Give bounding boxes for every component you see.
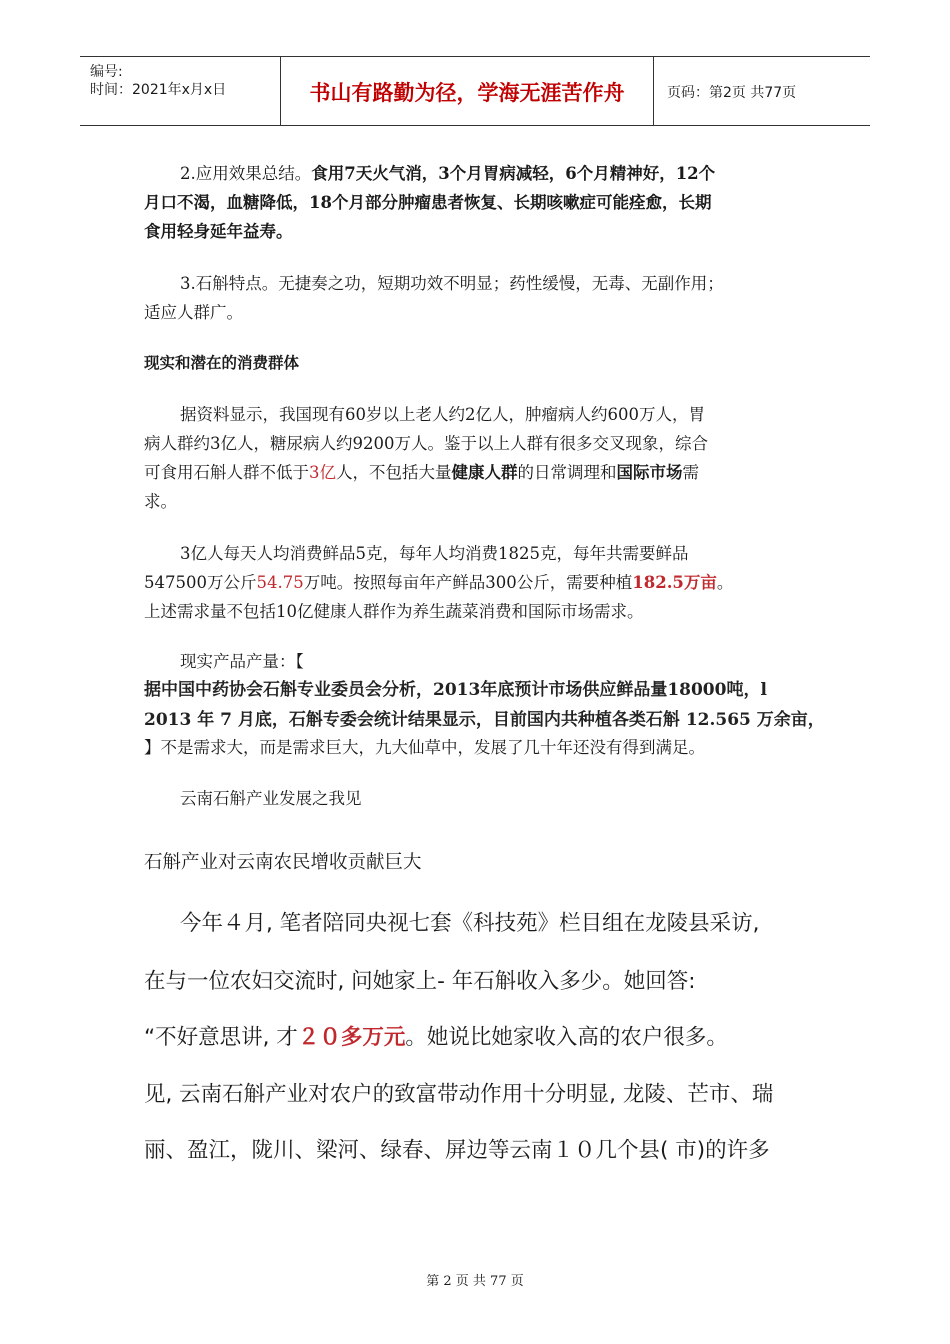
text-run: 人，不包括大量 <box>336 463 452 482</box>
paragraph-line: 云南石斛产业发展之我见 <box>180 789 362 808</box>
paragraph-line: 丽、盈江，陇川、梁河、绿春、屏边等云南１０几个县( 市)的许多 <box>144 1138 770 1163</box>
text-run: 需 <box>682 463 699 482</box>
highlight-run: 182.5万亩 <box>632 573 717 592</box>
paragraph-line <box>180 160 715 184</box>
bold-run: 国际市场 <box>616 463 683 482</box>
highlight-run: ２０多万元 <box>297 1025 406 1050</box>
paragraph-line <box>144 459 699 483</box>
header-motto-cell <box>281 57 654 125</box>
paragraph-line: 】不是需求大，而是需求巨大，九大仙草中，发展了几十年还没有得到满足。 <box>144 738 705 757</box>
paragraph-line: 现实产品产量：【 <box>180 652 304 671</box>
text-run: “不好意思讲, 才 <box>144 1025 298 1050</box>
paragraph-line: 3亿人每天人均消费鲜品5克，每年人均消费1825克，每年共需要鲜品 <box>180 544 689 563</box>
quoted-excerpt: 据中国中药协会石斛专业委员会分析，2013年底预计市场供应鲜品量18000吨，l <box>144 680 767 700</box>
header-page-cell <box>655 57 870 125</box>
text-run: 可食用石斛人群不低于 <box>144 463 309 482</box>
motto: 书山有路勤为径，学海无涯苦作舟 <box>309 81 625 105</box>
page-header <box>80 56 870 126</box>
paragraph-line: 在与一位农妇交流时, 问她家上- 年石斛收入多少。她回答: <box>144 969 696 994</box>
bold-run: 食用7天火气消，3个月胃病减轻，6个月精神好，12个 <box>311 164 716 183</box>
paragraph-line: 据资料显示，我国现有60岁以上老人约2亿人，肿瘤病人约600万人，胃 <box>180 405 705 424</box>
text-run: 。 <box>716 573 734 592</box>
text-run: 的日常调理和 <box>517 463 617 482</box>
text-run: 万吨。按照每亩年产鲜品300公斤，需要种植 <box>303 573 633 592</box>
paragraph-line: 求。 <box>144 492 177 511</box>
paragraph-line <box>144 569 733 593</box>
page-footer: 第 2 页 共 77 页 <box>426 1274 524 1289</box>
bold-run: 健康人群 <box>451 463 518 482</box>
paragraph-line: 上述需求量不包括10亿健康人群作为养生蔬菜消费和国际市场需求。 <box>144 602 644 621</box>
highlight-run: 3亿 <box>309 463 336 482</box>
section-heading: 现实和潜在的消费群体 <box>144 353 300 372</box>
quoted-excerpt: 2013 年 7 月底，石斛专委会统计结果显示，目前国内共种植各类石斛 12.565 万余亩， <box>144 710 825 730</box>
paragraph-line: 月口不渴，血糖降低，18个月部分肿瘤患者恢复、长期咳嗽症可能痊愈，长期 <box>144 193 712 212</box>
page-label: 页码：第2页 共77页 <box>667 85 797 101</box>
serial-label: 编号: <box>90 64 123 80</box>
section-heading: 石斛产业对云南农民增收贡献巨大 <box>144 852 422 873</box>
paragraph-line: 适应人群广。 <box>144 303 243 322</box>
paragraph-line: 3.石斛特点。无捷奏之功，短期功效不明显；药性缓慢，无毒、无副作用； <box>180 274 724 293</box>
text-run: 2.应用效果总结。 <box>180 164 312 183</box>
paragraph-line: 见, 云南石斛产业对农户的致富带动作用十分明显, 龙陵、芒市、瑞 <box>144 1082 774 1107</box>
paragraph-line: 今年４月, 笔者陪同央视七套《科技苑》栏目组在龙陵县采访, <box>180 911 760 936</box>
paragraph-line: 食用轻身延年益寿。 <box>144 222 293 241</box>
date-label: 时间：2021年x月x日 <box>90 82 227 98</box>
highlight-run: 54.75 <box>256 573 304 592</box>
paragraph-line: 病人群约3亿人，糖尿病人约9200万人。鉴于以上人群有很多交叉现象，综合 <box>144 434 708 453</box>
text-run: 547500万公斤 <box>144 573 257 592</box>
header-meta-cell <box>80 57 281 125</box>
paragraph-line <box>144 1020 728 1051</box>
text-run: 。她说比她家收入高的农户很多。 <box>405 1025 728 1050</box>
